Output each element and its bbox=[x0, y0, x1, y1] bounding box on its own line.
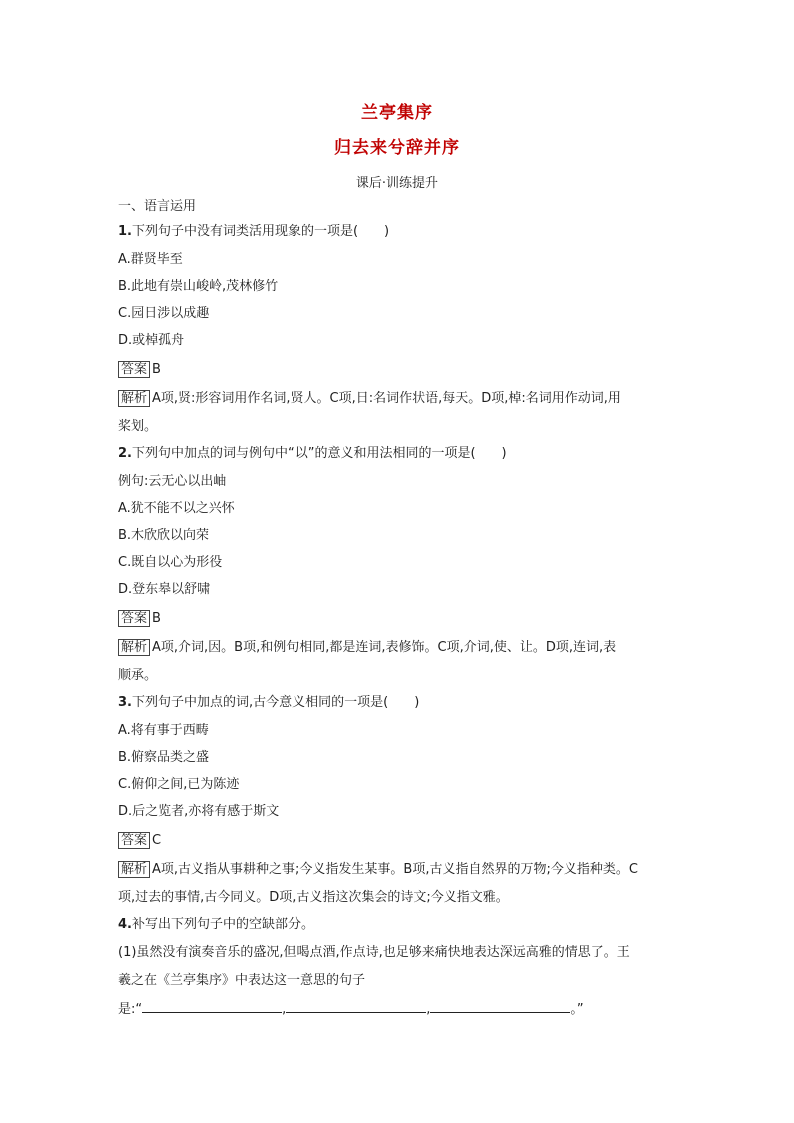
question-number: 4. bbox=[118, 917, 132, 932]
answer-tag: 答案 bbox=[118, 361, 150, 378]
answer-value: C bbox=[152, 833, 162, 848]
q3-option-c: C.俯仰之间,已为陈迹 bbox=[118, 777, 240, 792]
answer-value: B bbox=[152, 362, 161, 377]
analysis-tag: 解析 bbox=[118, 390, 150, 407]
q2-answer bbox=[118, 610, 161, 627]
analysis-tag: 解析 bbox=[118, 861, 150, 878]
q2-option-d: D.登东皋以舒啸 bbox=[118, 582, 211, 597]
q3-analysis-cont: 项,过去的事情,古今同义。D项,古义指这次集会的诗文;今义指文雅。 bbox=[118, 890, 509, 905]
answer-value: B bbox=[152, 611, 161, 626]
q2-analysis bbox=[118, 639, 616, 656]
analysis-text: A项,贤:形容词用作名词,贤人。C项,日:名词作状语,每天。D项,棹:名词用作动词,用 bbox=[152, 391, 621, 406]
analysis-text: A项,介词,因。B项,和例句相同,都是连词,表修饰。C项,介词,使、让。D项,连词,表 bbox=[152, 640, 617, 655]
question-1-stem bbox=[118, 224, 389, 240]
question-text: 下列句子中加点的词,古今意义相同的一项是( ) bbox=[131, 695, 420, 710]
q4-part1-line1: (1)虽然没有演奏音乐的盛况,但喝点酒,作点诗,也足够来痛快地表达深远高雅的情思了。王 bbox=[118, 945, 630, 960]
q3-option-a: A.将有事于西畴 bbox=[118, 723, 209, 738]
analysis-text: A项,古义指从事耕种之事;今义指发生某事。B项,古义指自然界的万物;今义指种类。C bbox=[152, 862, 638, 877]
fill-suffix: 。” bbox=[570, 1002, 584, 1017]
question-number: 1. bbox=[118, 224, 132, 239]
fill-blank-2[interactable] bbox=[286, 1000, 426, 1013]
q1-analysis-cont: 桨划。 bbox=[118, 419, 158, 434]
answer-tag: 答案 bbox=[118, 832, 150, 849]
q2-example: 例句:云无心以出岫 bbox=[118, 474, 227, 489]
q2-analysis-cont: 顺承。 bbox=[118, 668, 158, 683]
answer-tag: 答案 bbox=[118, 610, 150, 627]
q1-option-c: C.园日涉以成趣 bbox=[118, 306, 210, 321]
q4-part1-line3 bbox=[118, 1000, 584, 1018]
q1-analysis bbox=[118, 390, 621, 407]
question-text: 下列句中加点的词与例句中“以”的意义和用法相同的一项是( ) bbox=[131, 446, 507, 461]
q3-answer bbox=[118, 832, 161, 849]
q3-option-b: B.俯察品类之盛 bbox=[118, 750, 210, 765]
q2-option-b: B.木欣欣以向荣 bbox=[118, 528, 210, 543]
question-text: 下列句子中没有词类活用现象的一项是( ) bbox=[131, 224, 390, 239]
question-4-stem bbox=[118, 917, 314, 933]
q4-part1-line2: 羲之在《兰亭集序》中表达这一意思的句子 bbox=[118, 973, 366, 988]
q1-option-d: D.或棹孤舟 bbox=[118, 333, 185, 348]
q3-analysis bbox=[118, 861, 638, 878]
q1-answer bbox=[118, 361, 161, 378]
question-2-stem bbox=[118, 446, 507, 462]
section-heading: 一、语言运用 bbox=[118, 199, 197, 214]
q1-option-a: A.群贤毕至 bbox=[118, 252, 183, 267]
comma: , bbox=[282, 1002, 287, 1017]
comma: , bbox=[426, 1002, 431, 1017]
question-number: 2. bbox=[118, 446, 132, 461]
question-3-stem bbox=[118, 695, 419, 711]
fill-prefix: 是:“ bbox=[118, 1002, 143, 1017]
analysis-tag: 解析 bbox=[118, 639, 150, 656]
q2-option-a: A.犹不能不以之兴怀 bbox=[118, 501, 235, 516]
fill-blank-3[interactable] bbox=[430, 1000, 570, 1013]
question-text: 补写出下列句子中的空缺部分。 bbox=[131, 917, 314, 932]
question-number: 3. bbox=[118, 695, 132, 710]
title-lantingjixu: 兰亭集序 bbox=[361, 103, 433, 123]
title-guiqulaixici: 归去来兮辞并序 bbox=[334, 138, 460, 158]
q1-option-b: B.此地有崇山峻岭,茂林修竹 bbox=[118, 279, 279, 294]
q2-option-c: C.既自以心为形役 bbox=[118, 555, 223, 570]
q3-option-d: D.后之览者,亦将有感于斯文 bbox=[118, 804, 280, 819]
subtitle: 课后·训练提升 bbox=[355, 176, 439, 191]
fill-blank-1[interactable] bbox=[142, 1000, 282, 1013]
